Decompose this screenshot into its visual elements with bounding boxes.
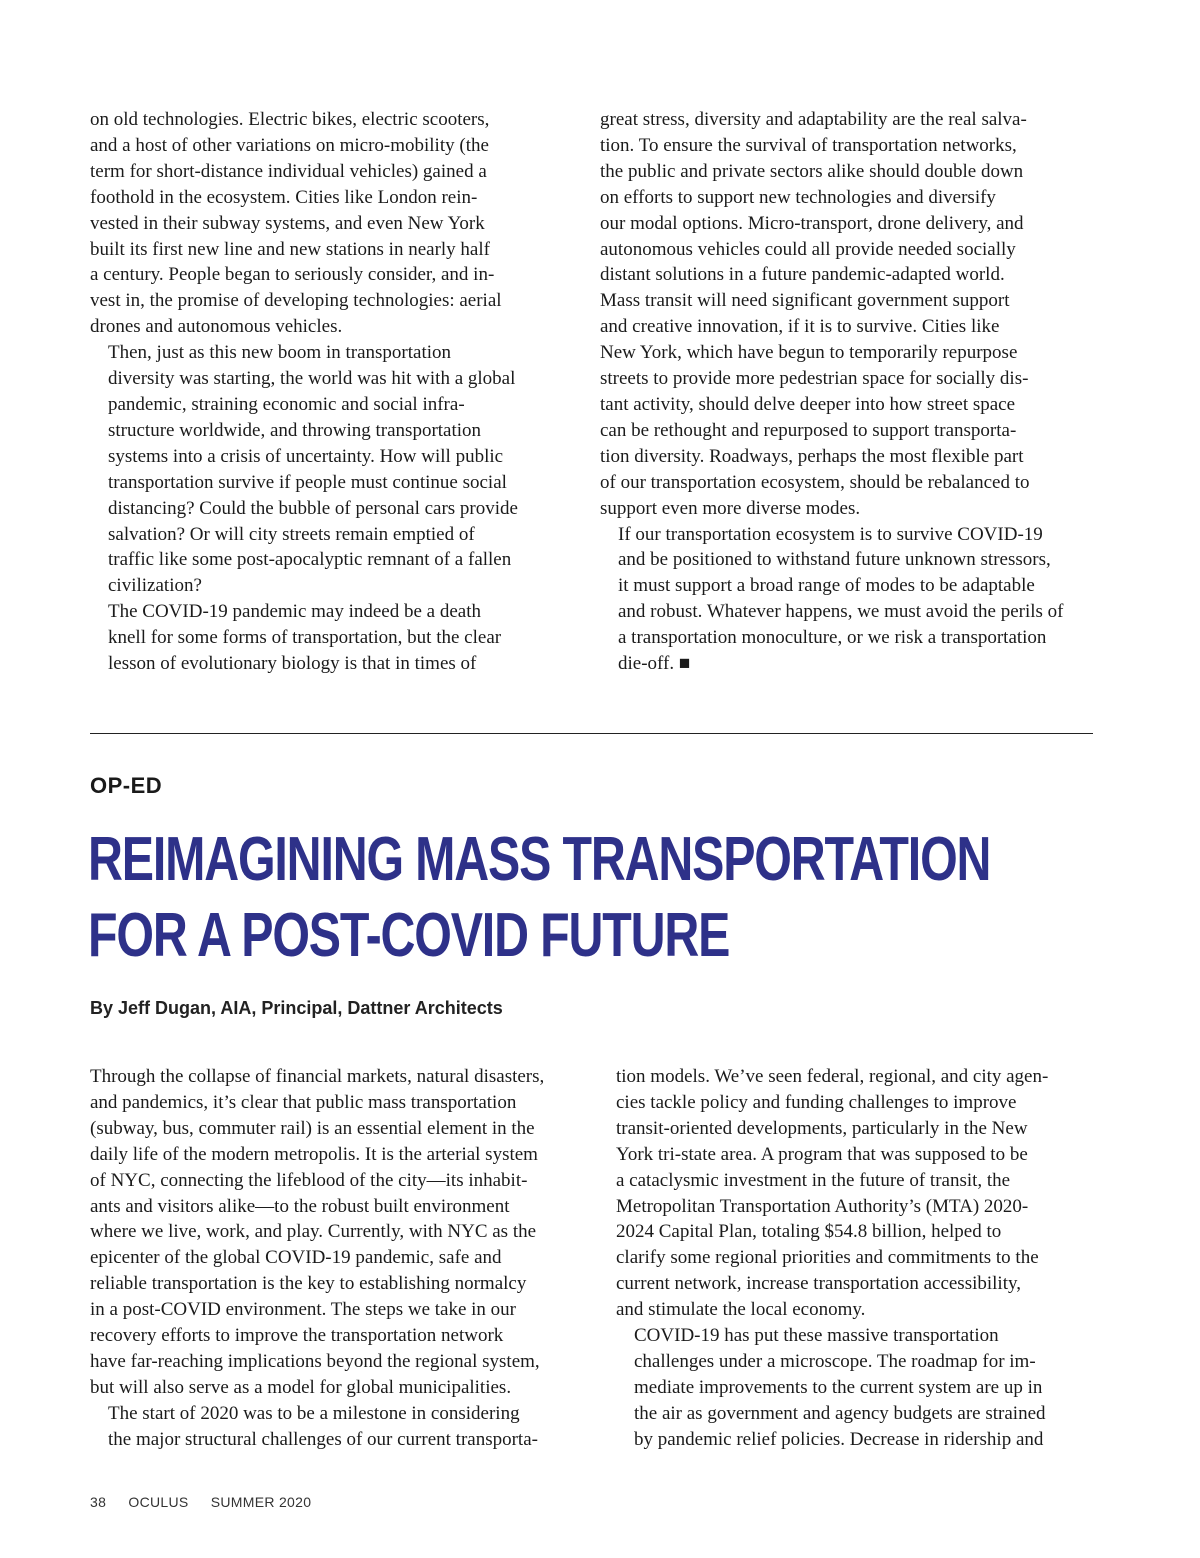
text-line: foothold in the ecosystem. Cities like London rein- [90, 186, 478, 208]
paragraph [90, 107, 560, 340]
text-line: (subway, bus, commuter rail) is an essential element in the [90, 1117, 535, 1139]
text-line: civilization? [108, 575, 202, 597]
text-line: die-off. ■ [618, 653, 691, 675]
text-line: Mass transit will need significant government support [600, 290, 1010, 312]
text-line: The start of 2020 was to be a milestone in considering [108, 1402, 520, 1424]
text-line: and creative innovation, if it is to survive. Cities like [600, 316, 1000, 338]
text-line: systems into a crisis of uncertainty. How will public [108, 445, 504, 467]
text-line: on old technologies. Electric bikes, electric scooters, [90, 109, 490, 130]
headline-line: REIMAGINING MASS TRANSPORTATION [88, 825, 991, 894]
text-line: structure worldwide, and throwing transportation [108, 419, 482, 441]
text-line: current network, increase transportation accessibility, [616, 1273, 1022, 1295]
page-number: 38 [90, 1494, 107, 1510]
text-line: clarify some regional priorities and commitments to the [616, 1247, 1039, 1269]
text-line: mediate improvements to the current system are up in [634, 1376, 1043, 1398]
text-line: and be positioned to withstand future unknown stressors, [618, 549, 1051, 571]
text-line: by pandemic relief policies. Decrease in ridership and [634, 1428, 1044, 1450]
text-line: pandemic, straining economic and social infra- [108, 393, 465, 415]
text-line: drones and autonomous vehicles. [90, 316, 343, 338]
section-divider [90, 733, 1093, 734]
text-line: distant solutions in a future pandemic-adapted world. [600, 264, 1005, 286]
text-line: and robust. Whatever happens, we must avoid the perils of [618, 601, 1064, 623]
bottom-right-column [616, 1064, 1096, 1453]
text-line: diversity was starting, the world was hit with a global [108, 368, 516, 390]
paragraph [90, 340, 560, 599]
text-line: salvation? Or will city streets remain emptied of [108, 523, 475, 545]
text-line: can be rethought and repurposed to support transporta- [600, 419, 1017, 441]
text-line: streets to provide more pedestrian space for socially dis- [600, 368, 1029, 390]
page-footer [90, 1494, 329, 1510]
text-line: term for short-distance individual vehicles) gained a [90, 160, 487, 182]
text-line: lesson of evolutionary biology is that in times of [108, 653, 477, 675]
text-line: challenges under a microscope. The roadmap for im- [634, 1350, 1036, 1372]
text-line: recovery efforts to improve the transportation network [90, 1325, 504, 1347]
paragraph [90, 1064, 590, 1401]
text-line: distancing? Could the bubble of personal cars provide [108, 497, 518, 519]
text-line: reliable transportation is the key to establishing normalcy [90, 1273, 527, 1295]
paragraph [600, 522, 1090, 677]
text-line: daily life of the modern metropolis. It is the arterial system [90, 1143, 538, 1165]
article-headline [88, 822, 990, 974]
text-line: built its first new line and new stations in nearly half [90, 238, 490, 260]
text-line: If our transportation ecosystem is to survive COVID-19 [618, 523, 1043, 545]
text-line: a transportation monoculture, or we risk a transportation [618, 627, 1047, 649]
text-line: have far-reaching implications beyond the regional system, [90, 1350, 540, 1372]
text-line: of our transportation ecosystem, should be rebalanced to [600, 471, 1030, 493]
text-line: our modal options. Micro-transport, drone delivery, and [600, 212, 1024, 234]
text-line: COVID-19 has put these massive transportation [634, 1325, 999, 1347]
text-line: a cataclysmic investment in the future of transit, the [616, 1169, 1011, 1191]
paragraph [616, 1064, 1096, 1323]
text-line: of NYC, connecting the lifeblood of the city—its inhabit- [90, 1169, 528, 1191]
paragraph [90, 1401, 590, 1453]
text-line: traffic like some post-apocalyptic remnant of a fallen [108, 549, 512, 571]
top-left-column [90, 107, 560, 677]
text-line: cies tackle policy and funding challenges to improve [616, 1091, 1017, 1113]
text-line: tant activity, should delve deeper into how street space [600, 393, 1016, 415]
text-line: support even more diverse modes. [600, 497, 861, 519]
text-line: and stimulate the local economy. [616, 1299, 866, 1321]
text-line: Metropolitan Transportation Authority’s (MTA) 2020- [616, 1195, 1029, 1217]
text-line: vest in, the promise of developing technologies: aerial [90, 290, 502, 312]
paragraph [616, 1323, 1096, 1453]
text-line: the major structural challenges of our current transporta- [108, 1428, 538, 1450]
text-line: Through the collapse of financial markets, natural disasters, [90, 1066, 545, 1087]
text-line: in a post-COVID environment. The steps we take in our [90, 1299, 517, 1321]
byline: By Jeff Dugan, AIA, Principal, Dattner Architects [90, 998, 503, 1018]
text-line: but will also serve as a model for global municipalities. [90, 1376, 512, 1398]
text-line: York tri-state area. A program that was supposed to be [616, 1143, 1028, 1165]
text-line: autonomous vehicles could all provide needed socially [600, 238, 1016, 260]
text-line: vested in their subway systems, and even New York [90, 212, 485, 234]
publication-name: OCULUS [128, 1494, 189, 1510]
text-line: on efforts to support new technologies and diversify [600, 186, 996, 208]
text-line: ants and visitors alike—to the robust built environment [90, 1195, 510, 1217]
text-line: transit-oriented developments, particularly in the New [616, 1117, 1028, 1139]
text-line: tion. To ensure the survival of transportation networks, [600, 134, 1017, 156]
text-line: New York, which have begun to temporarily repurpose [600, 342, 1018, 364]
text-line: epicenter of the global COVID-19 pandemic, safe and [90, 1247, 502, 1269]
text-line: knell for some forms of transportation, but the clear [108, 627, 502, 649]
text-line: Then, just as this new boom in transportation [108, 342, 452, 364]
headline-line: FOR A POST-COVID FUTURE [88, 901, 730, 970]
paragraph [90, 599, 560, 677]
bottom-left-column [90, 1064, 590, 1453]
text-line: the air as government and agency budgets are strained [634, 1402, 1046, 1424]
text-line: 2024 Capital Plan, totaling $54.8 billion, helped to [616, 1221, 1002, 1243]
top-right-column [600, 107, 1090, 677]
text-line: a century. People began to seriously consider, and in- [90, 264, 495, 286]
section-label: OP-ED [90, 773, 163, 798]
text-line: tion diversity. Roadways, perhaps the most flexible part [600, 445, 1024, 467]
paragraph [600, 107, 1090, 522]
text-line: tion models. We’ve seen federal, regional, and city agen- [616, 1066, 1049, 1087]
text-line: the public and private sectors alike should double down [600, 160, 1024, 182]
issue-date: SUMMER 2020 [210, 1494, 312, 1510]
text-line: transportation survive if people must continue social [108, 471, 507, 493]
text-line: and a host of other variations on micro-mobility (the [90, 134, 489, 156]
text-line: and pandemics, it’s clear that public mass transportation [90, 1091, 517, 1113]
text-line: where we live, work, and play. Currently, with NYC as the [90, 1221, 537, 1243]
text-line: The COVID-19 pandemic may indeed be a death [108, 601, 482, 623]
text-line: great stress, diversity and adaptability are the real salva- [600, 109, 1027, 130]
text-line: it must support a broad range of modes to be adaptable [618, 575, 1035, 597]
